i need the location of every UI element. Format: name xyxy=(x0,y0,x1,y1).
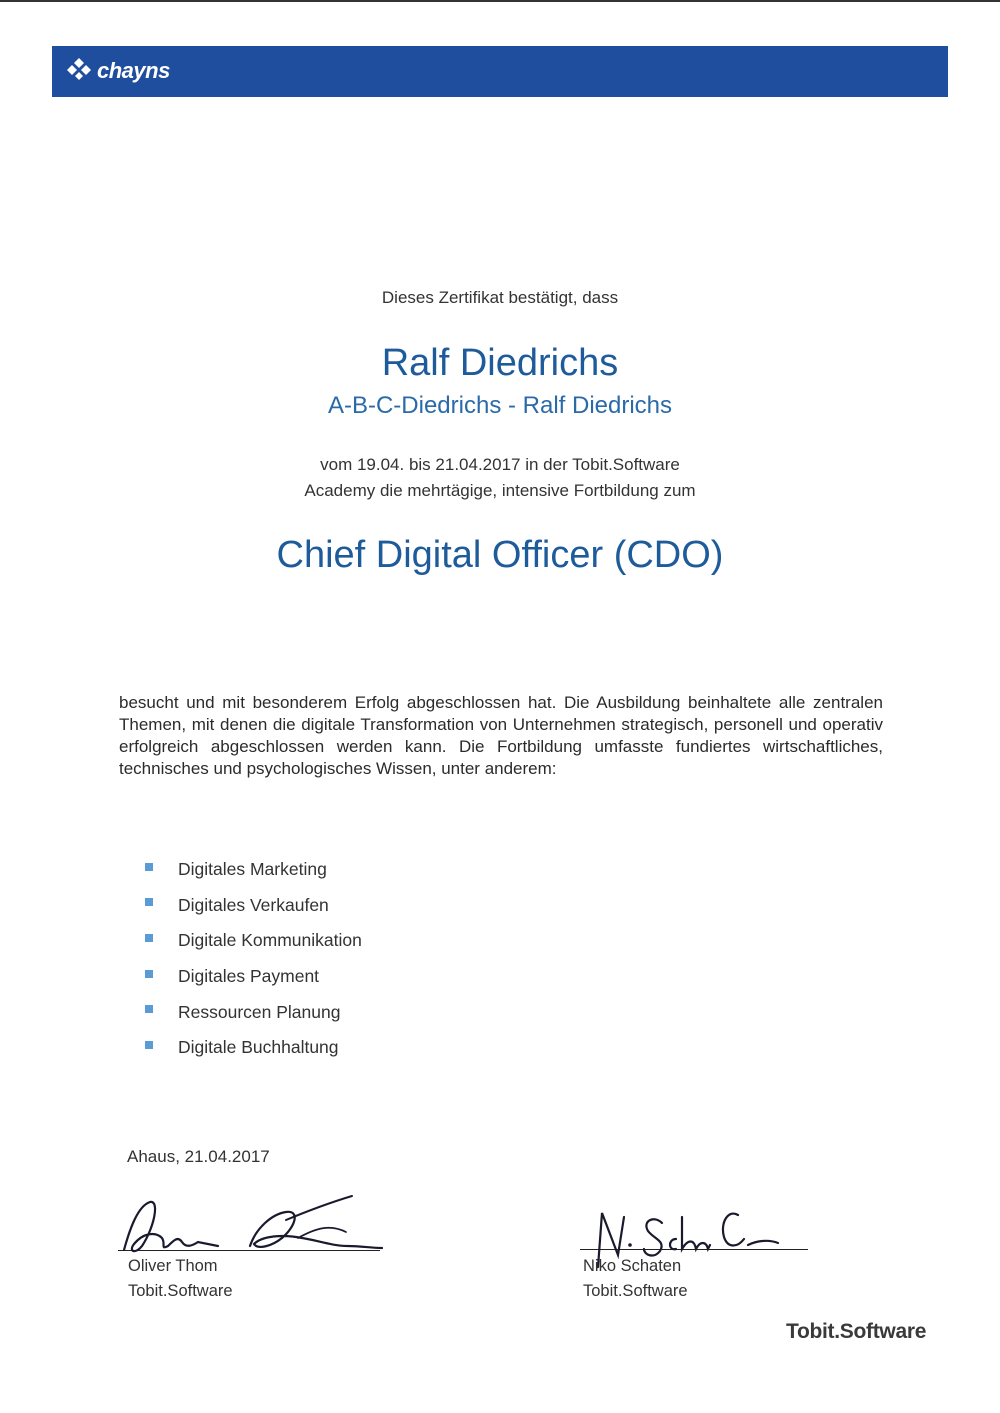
chayns-diamond-icon xyxy=(66,57,92,86)
signer-right xyxy=(583,1254,688,1304)
recipient-name: Ralf Diedrichs xyxy=(381,342,619,384)
square-bullet-icon xyxy=(145,1005,153,1013)
recipient-company: A-B-C-Diedrichs - Ralf Diedrichs xyxy=(327,392,673,419)
course-period xyxy=(0,452,1000,504)
square-bullet-icon xyxy=(145,863,153,871)
tobit-software-logo: Tobit.Software xyxy=(786,1320,927,1343)
signer-left-company: Tobit.Software xyxy=(128,1282,233,1300)
topic-label: Digitales Verkaufen xyxy=(178,894,329,915)
list-item xyxy=(145,923,362,959)
signer-right-company: Tobit.Software xyxy=(583,1282,688,1300)
period-line-2: Academy die mehrtägige, intensive Fortbildung zum xyxy=(304,481,696,500)
certificate-intro: Dieses Zertifikat bestätigt, dass xyxy=(381,288,619,307)
course-title: Chief Digital Officer (CDO) xyxy=(276,534,724,576)
topic-label: Ressourcen Planung xyxy=(178,1001,341,1022)
signer-left xyxy=(128,1254,233,1304)
brand-name: chayns xyxy=(97,58,170,83)
chayns-logo xyxy=(66,57,170,85)
list-item xyxy=(145,888,362,924)
topic-label: Digitales Payment xyxy=(178,966,320,987)
list-item xyxy=(145,959,362,995)
signer-right-name: Niko Schaten xyxy=(583,1257,682,1275)
square-bullet-icon xyxy=(145,1041,153,1049)
period-line-1: vom 19.04. bis 21.04.2017 in der Tobit.Software xyxy=(320,455,680,474)
topic-label: Digitale Buchhaltung xyxy=(178,1037,339,1058)
square-bullet-icon xyxy=(145,970,153,978)
signer-left-name: Oliver Thom xyxy=(128,1257,218,1275)
list-item xyxy=(145,852,362,888)
topic-label: Digitales Marketing xyxy=(178,859,327,880)
top-border xyxy=(0,0,1000,2)
place-and-date: Ahaus, 21.04.2017 xyxy=(127,1147,270,1166)
square-bullet-icon xyxy=(145,934,153,942)
square-bullet-icon xyxy=(145,898,153,906)
topic-list xyxy=(145,852,362,1066)
header-banner xyxy=(52,46,948,97)
topic-label: Digitale Kommunikation xyxy=(178,930,362,951)
list-item xyxy=(145,1030,362,1066)
list-item xyxy=(145,994,362,1030)
certificate-description: besucht und mit besonderem Erfolg abgeschlossen hat. Die Ausbildung beinhaltete alle zentralen Themen, mit denen die digitale Transformation von Unternehmen strategisch, personell und operativ erfolgreich abgeschlossen werden kann. Die Fortbildung umfasste fundiertes wirtschaftliches, technisches und psychologisches Wissen, unter anderem: xyxy=(119,693,883,778)
